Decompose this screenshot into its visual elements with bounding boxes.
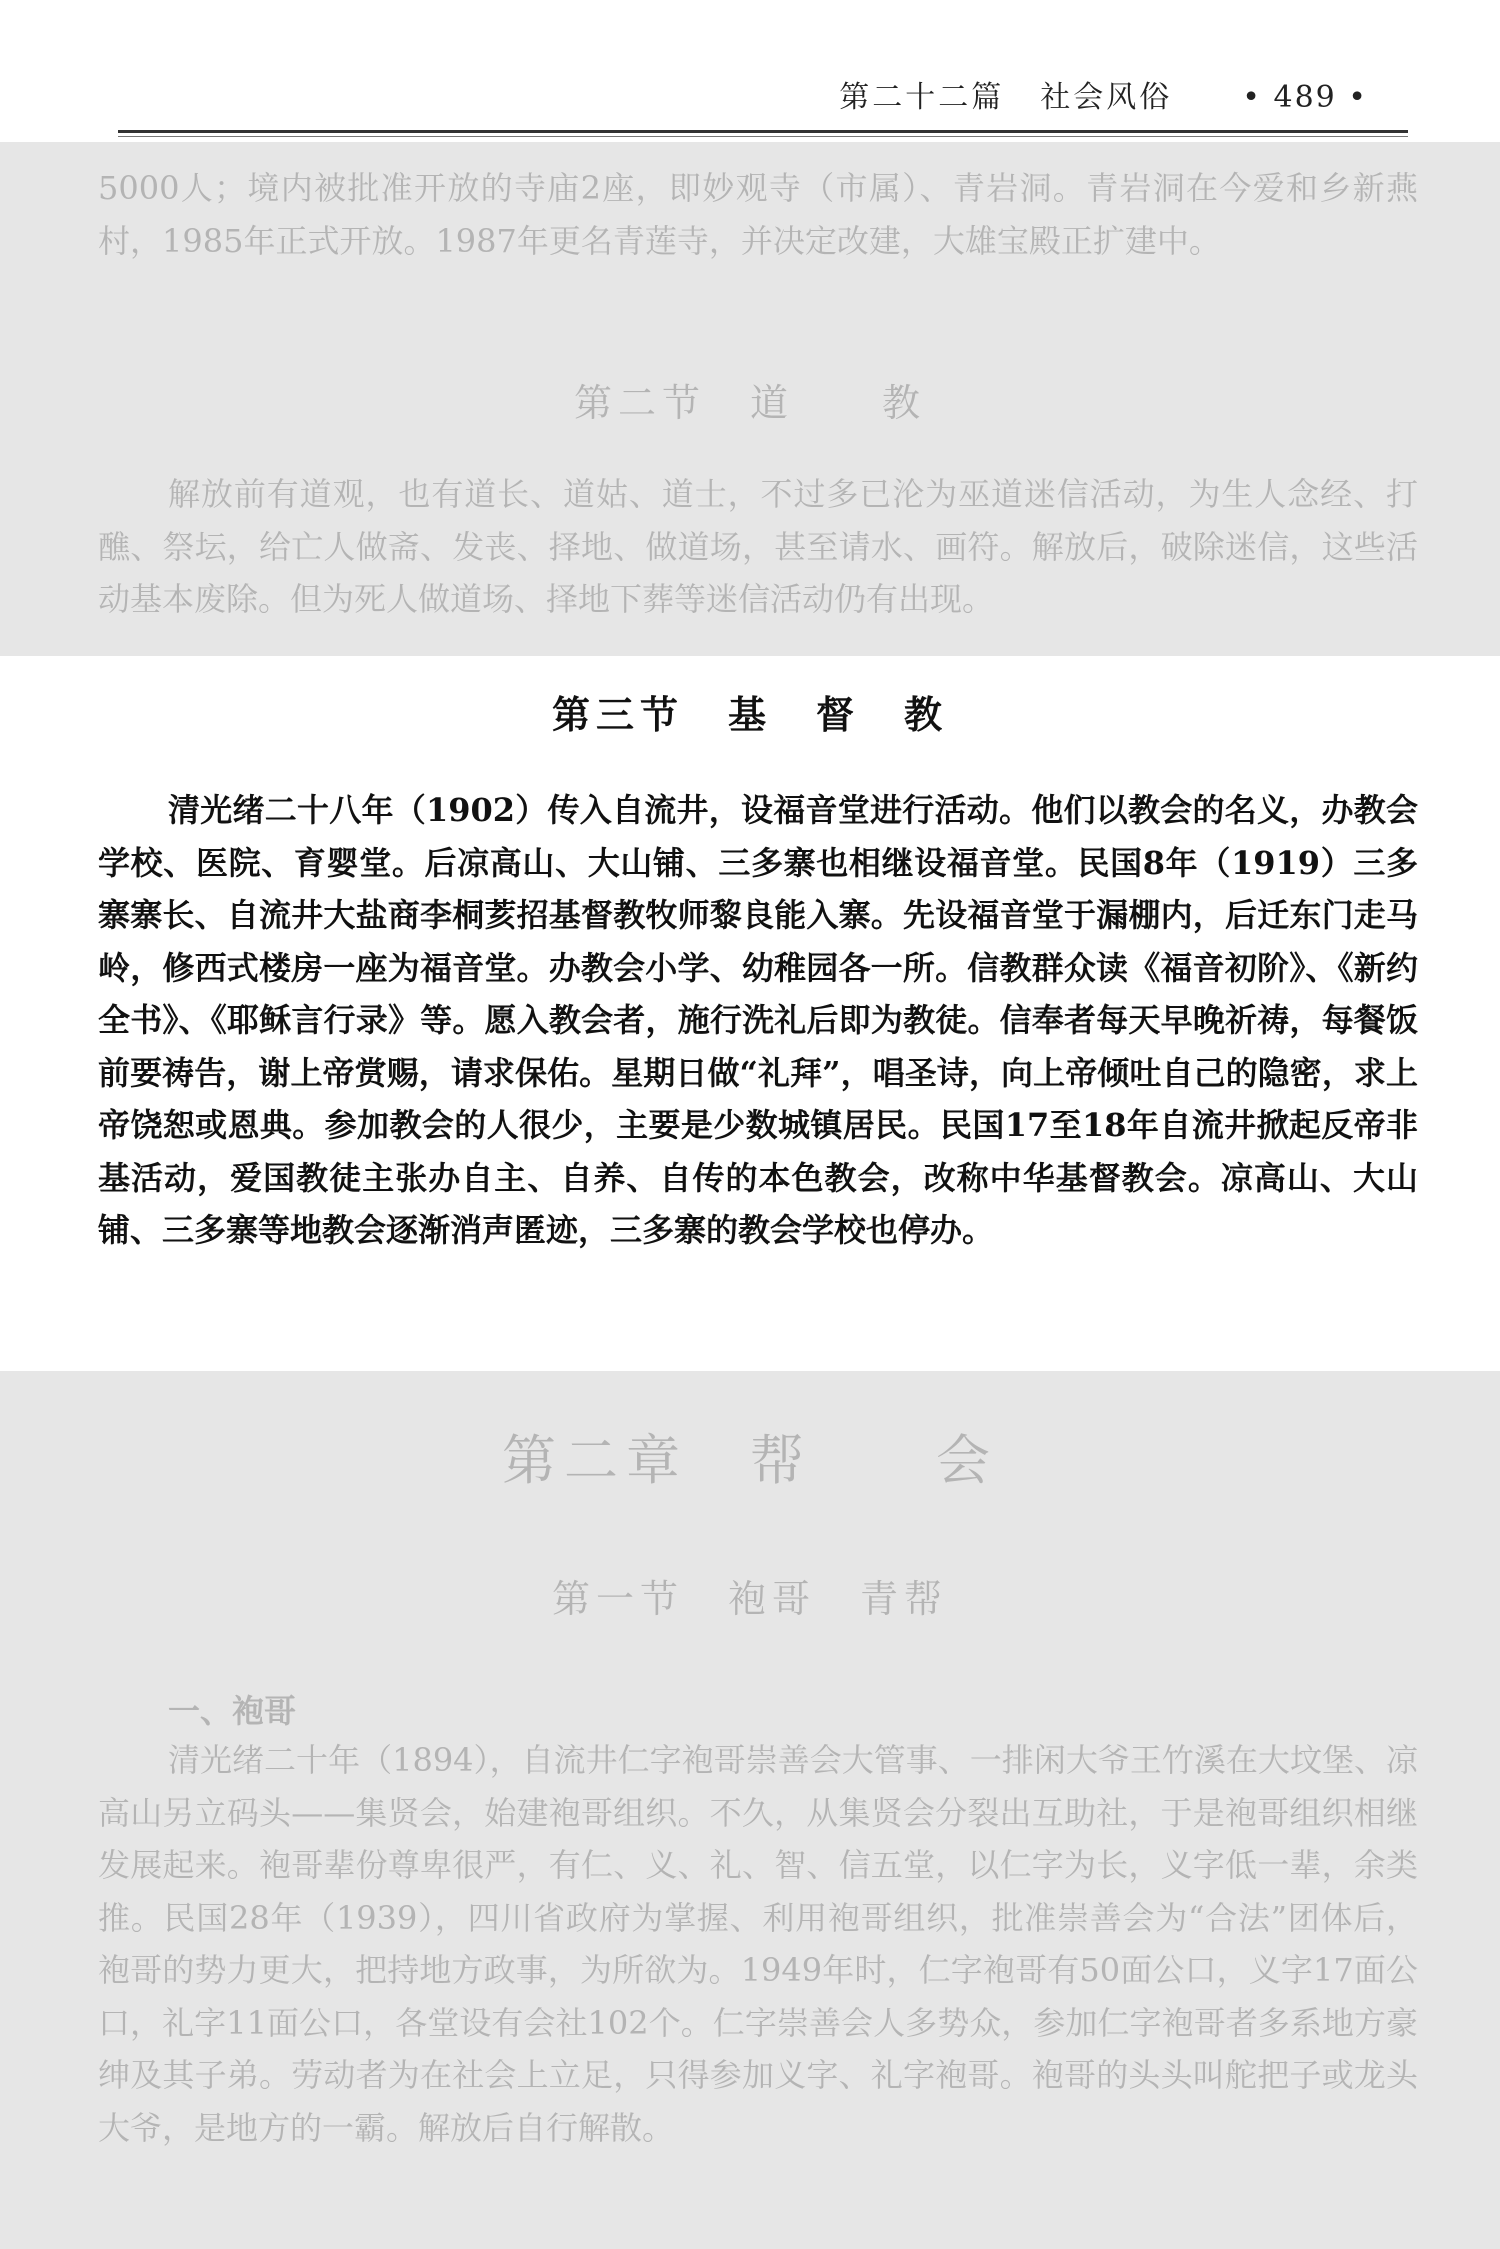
running-head-topic: 社会风俗 [1040, 80, 1173, 115]
page-number: • 489 • [1242, 80, 1368, 115]
header-rule-thin [118, 136, 1408, 137]
section-title-christianity: 第三节 基 督 教 [551, 692, 948, 737]
paoge-paragraph: 清光绪二十年（1894），自流井仁字袍哥崇善会大管事、一排闲大爷王竹溪在大坟堡、凉高山另立码头——集贤会，始建袍哥组织。不久，从集贤会分裂出互助社，于是袍哥组织相继发展起来。袍哥辈份尊卑很严，有仁、义、礼、智、信五堂，以仁字为长，义字低一辈，余类推。民国28年（1939），四川省政府为掌握、利用袍哥组织，批准崇善会为“合法”团体后，袍哥的势力更大，把持地方政事，为所欲为。1949年时，仁字袍哥有50面公口，义字17面公口，礼字11面公口，各堂设有会社102个。仁字崇善会人多势众，参加仁字袍哥者多系地方豪绅及其子弟。劳动者为在社会上立足，只得参加义字、礼字袍哥。袍哥的头头叫舵把子或龙头大爷，是地方的一霸。解放后自行解散。 [98, 1741, 1418, 2147]
section-title-daoism: 第二节 道 教 [573, 381, 926, 425]
christianity-paragraph: 清光绪二十八年（1902）传入自流井，设福音堂进行活动。他们以教会的名义，办教会学校、医院、育婴堂。后凉高山、大山铺、三多寨也相继设福音堂。民国8年（1919）三多寨寨长、自流井大盐商李桐荄招基督教牧师黎良能入寨。先设福音堂于漏棚内，后迁东门走马岭，修西式楼房一座为福音堂。办教会小学、幼稚园各一所。信教群众读《福音初阶》、《新约全书》、《耶稣言行录》等。愿入教会者，施行洗礼后即为教徒。信奉者每天早晚祈祷，每餐饭前要祷告，谢上帝赏赐，请求保佑。星期日做“礼拜”，唱圣诗，向上帝倾吐自己的隐密，求上帝饶恕或恩典。参加教会的人很少，主要是少数城镇居民。民国17至18年自流井掀起反帝非基活动，爱国教徒主张办自主、自养、自传的本色教会，改称中华基督教会。凉高山、大山铺、三多寨等地教会逐渐消声匿迹，三多寨的教会学校也停办。 [98, 791, 1418, 1249]
intro-paragraph: 5000人；境内被批准开放的寺庙2座，即妙观寺（市属）、青岩洞。青岩洞在今爱和乡新燕村，1985年正式开放。1987年更名青莲寺，并决定改建，大雄宝殿正扩建中。 [98, 169, 1418, 260]
subheading-paoge: 一、袍哥 [168, 1692, 297, 1730]
header-rule [118, 130, 1408, 133]
running-head [839, 72, 1368, 116]
section-title-paoge: 第一节 袍哥 青帮 [551, 1577, 948, 1621]
page-header [0, 0, 1500, 142]
chapter-title: 第二章 帮 会 [502, 1429, 998, 1492]
daoism-paragraph: 解放前有道观，也有道长、道姑、道士，不过多已沦为巫道迷信活动，为生人念经、打醮、祭坛，给亡人做斋、发丧、择地、做道场，甚至请水、画符。解放后，破除迷信，这些活动基本废除。但为死人做道场、择地下葬等迷信活动仍有出现。 [98, 475, 1418, 618]
running-head-section: 第二十二篇 [839, 80, 1005, 115]
